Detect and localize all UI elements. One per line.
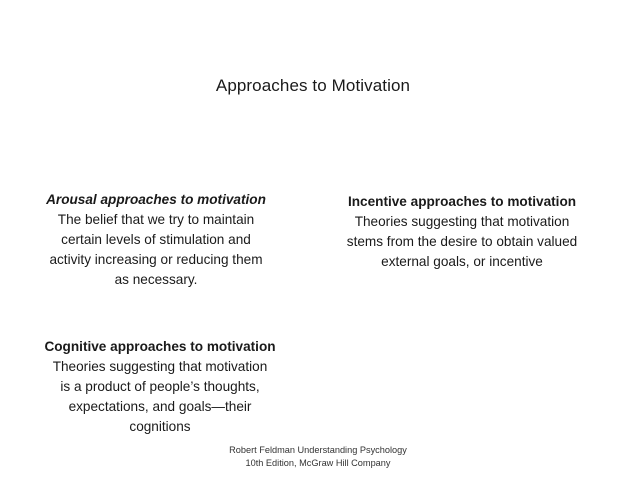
cognitive-text-line: Theories suggesting that motivation — [52, 359, 268, 374]
incentive-text-line: Theories suggesting that motivation — [354, 214, 570, 229]
arousal-text-line: activity increasing or reducing them — [49, 252, 263, 267]
arousal-text-line: as necessary. — [114, 272, 198, 287]
incentive-approach-block — [334, 192, 590, 272]
incentive-heading: Incentive approaches to motivation — [347, 194, 577, 209]
arousal-heading: Arousal approaches to motivation — [46, 192, 266, 207]
source-citation — [212, 444, 424, 470]
cognitive-heading: Cognitive approaches to motivation — [44, 339, 276, 354]
cognitive-approach-block — [34, 337, 286, 437]
slide-title: Approaches to Motivation — [215, 76, 411, 95]
incentive-text-line: external goals, or incentive — [381, 254, 543, 269]
citation-line-edition: 10th Edition, McGraw Hill Company — [245, 458, 391, 468]
incentive-text-line: stems from the desire to obtain valued — [346, 234, 578, 249]
arousal-approach-block — [34, 190, 278, 290]
cognitive-text-line: is a product of people’s thoughts, — [60, 379, 260, 394]
citation-line-author: Robert Feldman Understanding Psychology — [229, 445, 407, 455]
cognitive-text-line: expectations, and goals—their — [68, 399, 252, 414]
arousal-text-line: certain levels of stimulation and — [61, 232, 251, 247]
cognitive-text-line: cognitions — [129, 419, 191, 434]
arousal-text-line: The belief that we try to maintain — [57, 212, 255, 227]
